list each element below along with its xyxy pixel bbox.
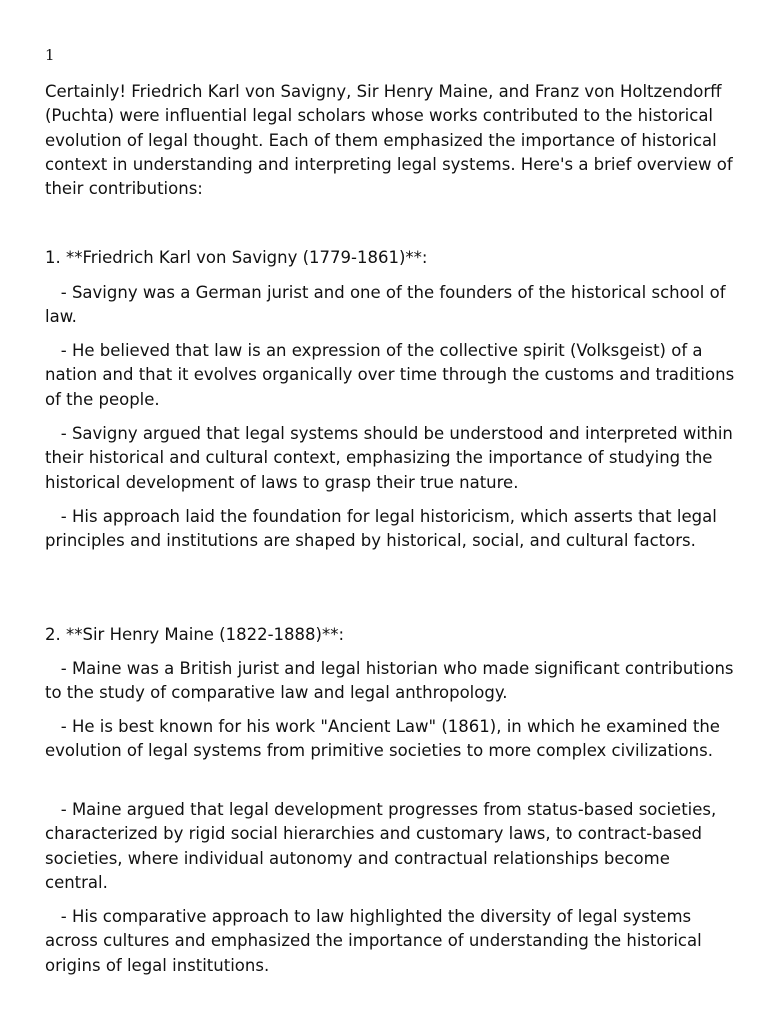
section-1-point-2: - He believed that law is an expression of the collective spirit (Volksgeist) of a nation and that it evolves organically over time through the customs and traditions of the people.: [45, 341, 735, 409]
section-1-point-3: - Savigny argued that legal systems should be understood and interpreted within their historical and cultural context, emphasizing the importance of studying the historical development of laws to grasp their true nature.: [45, 424, 733, 492]
section-2-point-4: - His comparative approach to law highlighted the diversity of legal systems across cultures and emphasized the importance of understanding the historical origins of legal institutions.: [45, 907, 702, 975]
section-1-heading: 1. **Friedrich Karl von Savigny (1779-1861)**:: [45, 248, 428, 267]
section-2-point-2: - He is best known for his work "Ancient Law" (1861), in which he examined the evolution of legal systems from primitive societies to more complex civilizations.: [45, 717, 720, 761]
section-1-point-1: - Savigny was a German jurist and one of the founders of the historical school of law.: [45, 283, 726, 327]
section-2-heading: 2. **Sir Henry Maine (1822-1888)**:: [45, 625, 345, 644]
page-number: 1: [45, 46, 55, 64]
intro-paragraph: Certainly! Friedrich Karl von Savigny, Sir Henry Maine, and Franz von Holtzendorff (Puchta) were influential legal scholars whose works contributed to the historical evolution of legal thought. Each of them emphasized the importance of historical context in understanding and interpreting legal systems. Here's a brief overview of their contributions:: [45, 82, 733, 199]
section-2-point-3: - Maine argued that legal development progresses from status-based societies, characterized by rigid social hierarchies and customary laws, to contract-based societies, where individual autonomy and contractual relationships become central.: [45, 800, 717, 892]
section-1-point-4: - His approach laid the foundation for legal historicism, which asserts that legal principles and institutions are shaped by historical, social, and cultural factors.: [45, 507, 717, 551]
section-2-point-1: - Maine was a British jurist and legal historian who made significant contributions to the study of comparative law and legal anthropology.: [45, 659, 734, 703]
